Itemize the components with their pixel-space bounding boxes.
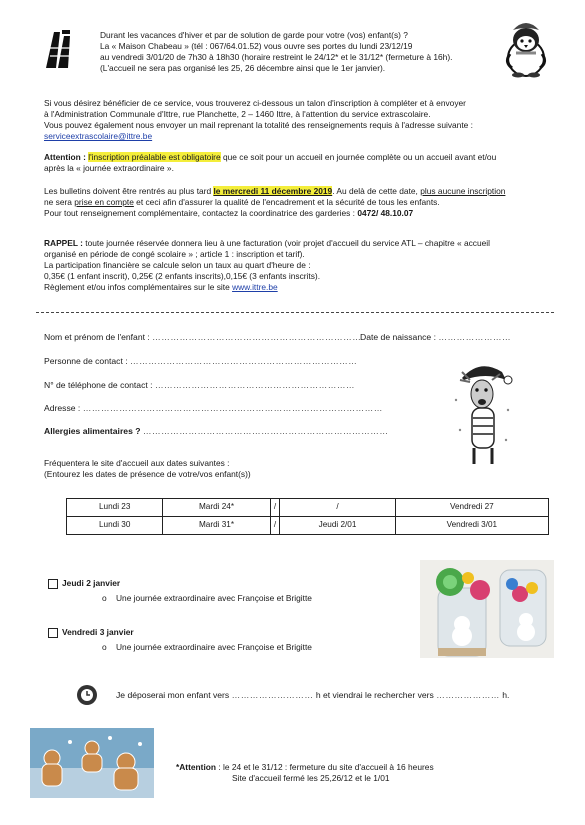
rappel-line-3: La participation financière se calcule selon un taux au quart d'heure de : [44,260,311,271]
intro-line-2: à l'Administration Communale d'Ittre, rue Planchette, 2 – 1460 Ittre, à l'attention du service extrascolaire. [44,109,431,120]
checkbox-vendredi[interactable] [48,628,58,638]
email-link[interactable]: serviceextrascolaire@ittre.be [44,131,153,142]
deadline-line2-c: et ceci afin d'assurer la qualité de l'encadrement et la sécurité de tous les enfants. [133,197,440,208]
reindeer-illustration [448,360,518,468]
footer-attention-label: *Attention [176,762,217,772]
separator-dashed [36,312,554,313]
date-cell[interactable]: Jeudi 2/01 [280,517,395,535]
deadline-line2-a: ne sera [44,197,75,208]
gingerbread-cookies-photo [30,728,154,798]
date-cell[interactable]: Mardi 31* [163,517,270,535]
table-row [67,517,549,535]
date-cell: / [280,499,395,517]
date-cell[interactable]: Mardi 24* [163,499,270,517]
site-link[interactable]: www.ittre.be [232,282,278,293]
deadline-line2-b: prise en compte [74,197,134,208]
snowglobe-jars-photo [420,560,554,658]
contact-person-field[interactable]: Personne de contact : ………………………………………………………………… [44,356,358,366]
date-cell: / [270,499,280,517]
penguin-illustration [500,20,552,78]
birth-date-field[interactable]: Date de naissance : …………………… [360,332,512,342]
deadline-text-b: . Au delà de cette date, [332,186,421,196]
date-cell[interactable]: Lundi 23 [67,499,163,517]
dates-table [66,498,549,535]
rappel-line-2: organisé en période de congé scolaire » ; article 1 : inscription et tarif). [44,249,305,260]
attention-line-2: après la « journée extraordinaire ». [44,163,174,174]
rappel-label: RAPPEL : [44,238,83,248]
deadline-date: le mercredi 11 décembre 2019 [213,186,333,196]
child-name-field[interactable]: Nom et prénom de l'enfant : …………………………………………………………… [44,332,362,342]
bullet-icon: o [102,642,107,653]
rappel-line-5: Règlement et/ou infos complémentaires sur le site [44,282,233,293]
footer-line-2: Site d'accueil fermé les 25,26/12 et le 1/01 [232,773,390,784]
header-line-1: Durant les vacances d'hiver et par de solution de garde pour votre (vos) enfant(s) ? [100,30,408,40]
date-cell[interactable]: Vendredi 27 [395,499,548,517]
header-line-3: au vendredi 3/01/20 de 7h30 à 18h30 (horaire restreint le 24/12* et le 31/12* (fermeture à 16h). [100,52,453,63]
bullet-icon: o [102,593,107,604]
header-line-2: La « Maison Chabeau » (tél : 067/64.01.52) vous ouvre ses portes du lundi 23/12/19 [100,41,413,52]
contact-phone-field[interactable]: N° de téléphone de contact : ………………………………………………………… [44,380,355,390]
allergies-field[interactable]: Allergies alimentaires ? ……………………………………………………………………… [44,426,389,436]
table-row [67,499,549,517]
deadline-text-c: plus aucune inscription [420,186,506,196]
deadline-line3: Pour tout renseignement complémentaire, contactez la coordinatrice des garderies : [44,208,358,219]
attendance-line-2: (Entourez les dates de présence de votre/vos enfant(s)) [44,469,251,480]
coordinator-phone: 0472/ 48.10.07 [357,208,414,219]
date-cell[interactable]: Lundi 30 [67,517,163,535]
deadline-text-a: Les bulletins doivent être rentrés au plus tard [44,186,214,196]
date-cell[interactable]: Vendredi 3/01 [395,517,548,535]
attendance-line-1: Fréquentera le site d'accueil aux dates suivantes : [44,458,230,468]
ittre-logo [44,28,74,70]
jeudi-item: Une journée extraordinaire avec Françoise et Brigitte [115,593,312,604]
header-line-4: (L'accueil ne sera pas organisé les 25, 26 décembre ainsi que le 1er janvier). [100,63,386,74]
date-cell: / [270,517,280,535]
jeudi-label: Jeudi 2 janvier [62,578,121,588]
dropoff-time-field[interactable]: Je déposerai mon enfant vers ……………………… h et viendrai le rechercher vers ………………… h. [116,690,510,700]
attention-text: que ce soit pour un accueil en journée complète ou un accueil avant et/ou [220,152,497,162]
intro-line-3: Vous pouvez également nous envoyer un mail reprenant la totalité des renseignements requis à l'adresse suivante : [44,120,473,131]
vendredi-item: Une journée extraordinaire avec Françoise et Brigitte [115,642,312,653]
attention-label: Attention : [44,152,86,162]
checkbox-jeudi[interactable] [48,579,58,589]
intro-line-1: Si vous désirez bénéficier de ce service, vous trouverez ci-dessous un talon d'inscription à compléter et à envoyer [44,98,466,108]
vendredi-label: Vendredi 3 janvier [62,627,134,637]
rappel-line-4: 0,35€ (1 enfant inscrit), 0,25€ (2 enfants inscrits),0,15€ (3 enfants inscrits). [44,271,321,282]
clock-icon [76,684,98,706]
address-field[interactable]: Adresse : ……………………………………………………………………………………… [44,403,383,413]
rappel-line-1: toute journée réservée donnera lieu à une facturation (voir projet d'accueil du service ATL – chapitre « accueil [82,238,491,248]
attention-highlight: l'inscription préalable est obligatoire [88,152,221,162]
footer-line-1: : le 24 et le 31/12 : fermeture du site d'accueil à 16 heures [216,762,434,772]
